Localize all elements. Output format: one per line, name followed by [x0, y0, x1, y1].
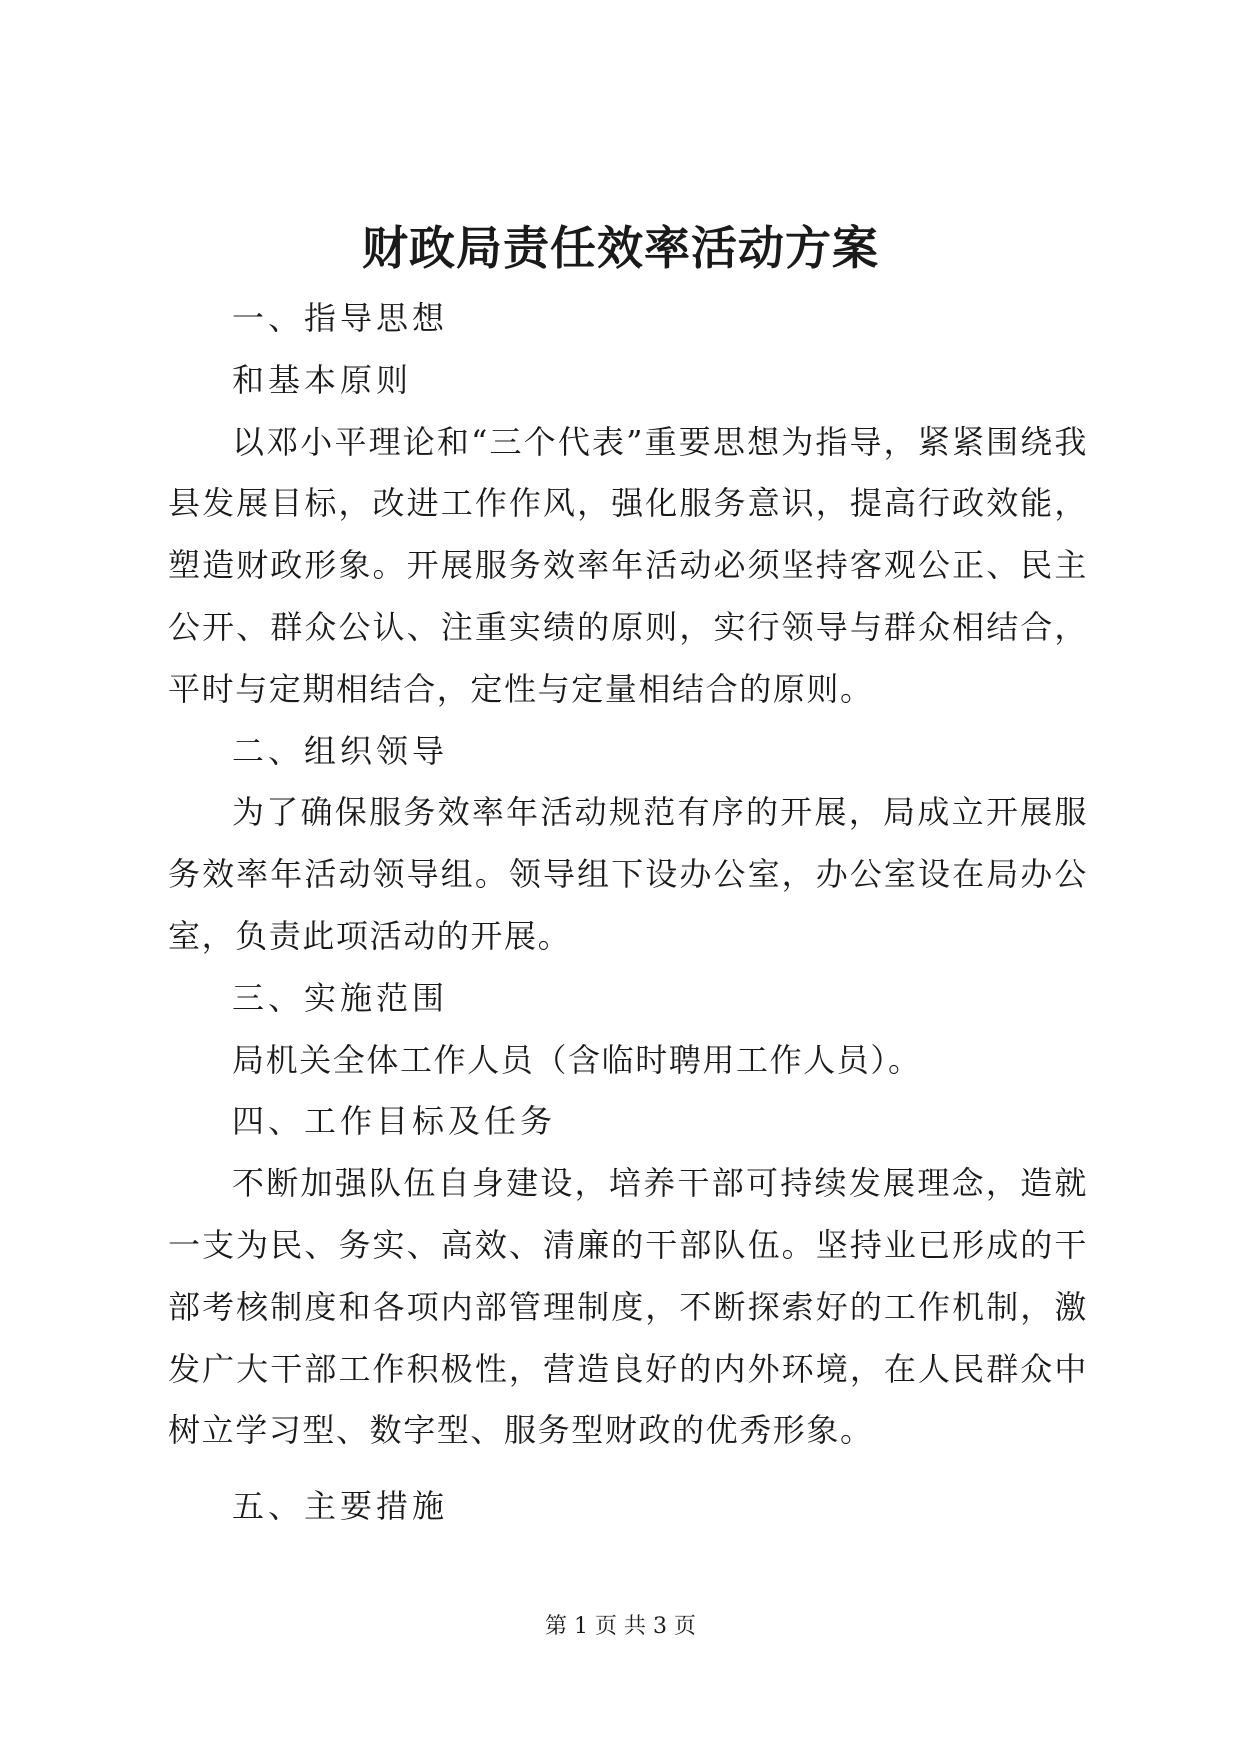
paragraph-guiding-ideology: 以邓小平理论和“三个代表”重要思想为指导，紧紧围绕我县发展目标，改进工作作风，强化服务意识，提高行政效能，塑造财政形象。开展服务效率年活动必须坚持客观公正、民主公开、群众公认、注重实绩的原则，实行领导与群众相结合，平时与定期相结合，定性与定量相结合的原则。	[168, 422, 1088, 708]
paragraph-scope: 局机关全体工作人员（含临时聘用工作人员）。	[232, 1040, 922, 1079]
section-heading-basic-principles: 和基本原则	[232, 360, 413, 399]
paragraph-organization: 为了确保服务效率年活动规范有序的开展，局成立开展服务效率年活动领导组。领导组下设办公室，办公室设在局办公室，负责此项活动的开展。	[168, 793, 1088, 955]
paragraph-goals: 不断加强队伍自身建设，培养干部可持续发展理念，造就一支为民、务实、高效、清廉的干部队伍。坚持业已形成的干部考核制度和各项内部管理制度，不断探索好的工作机制，激发广大干部工作积极性，营造良好的内外环境，在人民群众中树立学习型、数字型、服务型财政的优秀形象。	[168, 1164, 1088, 1450]
page-number-footer: 第 1 页 共 3 页	[545, 1614, 696, 1639]
section-heading-organization: 二、组织领导	[232, 731, 449, 770]
section-heading-measures: 五、主要措施	[232, 1487, 449, 1526]
section-heading-guiding-ideology: 一、指导思想	[232, 299, 449, 337]
section-heading-scope: 三、实施范围	[232, 978, 449, 1017]
document-body	[168, 288, 1088, 1538]
document-title: 财政局责任效率活动方案	[362, 221, 879, 275]
section-heading-goals: 四、工作目标及任务	[232, 1102, 557, 1141]
